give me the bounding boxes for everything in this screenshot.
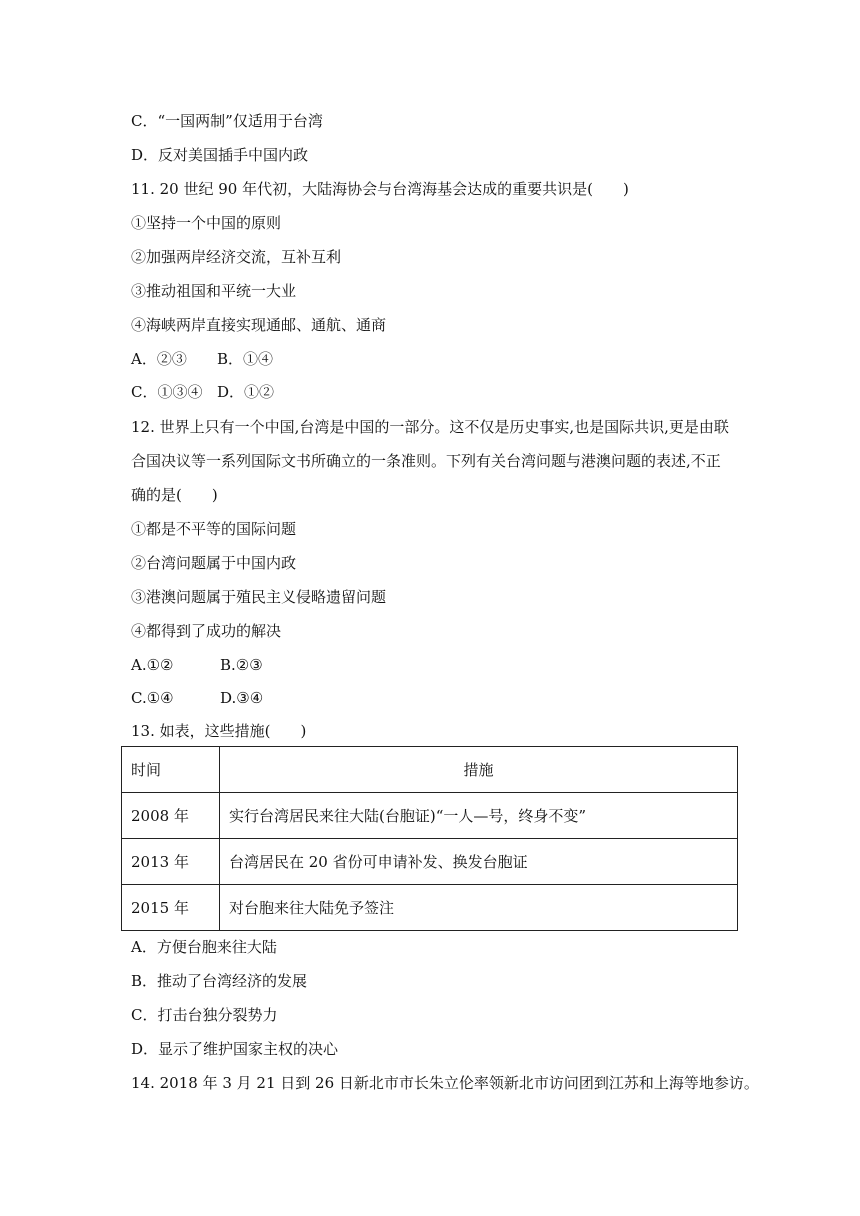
q12-option-b: B.②③: [220, 656, 263, 674]
q11-options-row-2: [131, 382, 274, 402]
q11-option-c: C．①③④: [131, 383, 203, 401]
q11-stem: 11. 20 世纪 90 年代初，大陆海协会与台湾海基会达成的重要共识是( ): [131, 180, 629, 198]
q11-option-a: A．②③: [131, 350, 187, 368]
q12-options-row-2: [131, 688, 263, 708]
q11-option-d: D．①②: [217, 383, 275, 401]
row-measure: 实行台湾居民来往大陆(台胞证)“一人—号，终身不变”: [220, 793, 738, 839]
q11-item-2: ②加强两岸经济交流，互补互利: [131, 248, 342, 266]
q14-stem: 14. 2018 年 3 月 21 日到 26 日新北市市长朱立伦率领新北市访问团到江苏和上海等地参访。: [131, 1074, 759, 1092]
q12-options-row-1: [131, 655, 263, 675]
row-year: 2008 年: [122, 793, 220, 839]
header-time: 时间: [122, 747, 220, 793]
row-year: 2015 年: [122, 885, 220, 931]
q12-stem-line-3: 确的是( ): [131, 486, 218, 504]
q13-option-c: C．打击台独分裂势力: [131, 1006, 278, 1024]
q11-options-row-1: [131, 349, 273, 369]
q11-item-4: ④海峡两岸直接实现通邮、通航、通商: [131, 316, 387, 334]
q12-option-d: D.③④: [220, 689, 264, 707]
q12-stem-line-2: 合国决议等一系列国际文书所确立的一条准则。下列有关台湾问题与港澳问题的表述,不正: [131, 452, 721, 470]
table-header-row: [122, 747, 738, 793]
table-row: [122, 885, 738, 931]
table-row: [122, 839, 738, 885]
q13-option-a: A．方便台胞来往大陆: [131, 938, 277, 956]
row-measure: 对台胞来往大陆免予签注: [220, 885, 738, 931]
q12-option-c: C.①④: [131, 689, 174, 707]
q13-stem: 13. 如表，这些措施( ): [131, 722, 307, 740]
q13-option-d: D．显示了维护国家主权的决心: [131, 1040, 339, 1058]
q12-option-a: A.①②: [131, 656, 174, 674]
q12-item-2: ②台湾问题属于中国内政: [131, 554, 297, 572]
q11-item-3: ③推动祖国和平统一大业: [131, 282, 297, 300]
q13-option-b: B．推动了台湾经济的发展: [131, 972, 308, 990]
q12-item-1: ①都是不平等的国际问题: [131, 520, 297, 538]
q10-option-d: D．反对美国插手中国内政: [131, 146, 309, 164]
row-measure: 台湾居民在 20 省份可申请补发、换发台胞证: [220, 839, 738, 885]
measures-table: [121, 746, 738, 931]
table-row: [122, 793, 738, 839]
header-measure: 措施: [220, 747, 738, 793]
q12-stem-line-1: 12. 世界上只有一个中国,台湾是中国的一部分。这不仅是历史事实,也是国际共识,更是由联: [131, 418, 729, 436]
q11-item-1: ①坚持一个中国的原则: [131, 214, 282, 232]
row-year: 2013 年: [122, 839, 220, 885]
q12-item-3: ③港澳问题属于殖民主义侵略遗留问题: [131, 588, 387, 606]
q12-item-4: ④都得到了成功的解决: [131, 622, 282, 640]
q11-option-b: B．①④: [217, 350, 274, 368]
q10-option-c: C．“一国两制”仅适用于台湾: [131, 112, 323, 130]
